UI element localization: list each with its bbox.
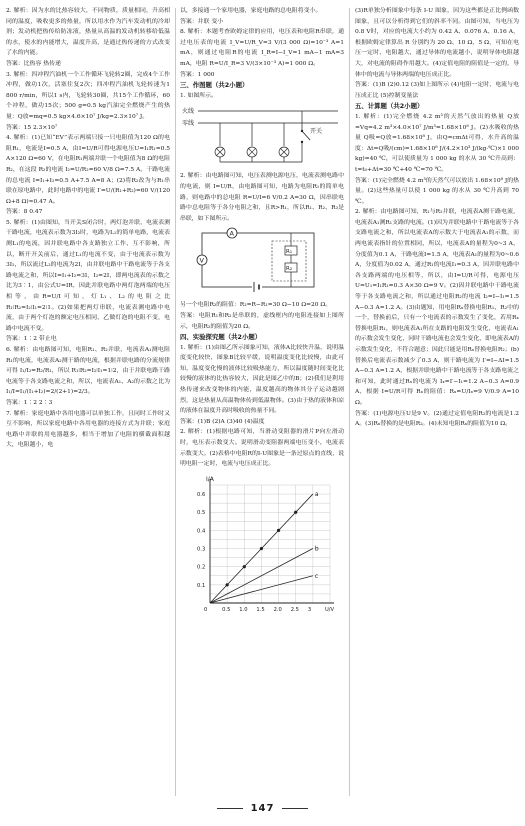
paragraph: 答案：并联 变小 [180, 18, 224, 25]
resistor-r2 [285, 263, 297, 272]
paragraph: 答案：(1)完全燃烧 4.2 m³的天然气可以放出 1.68×10⁸ J的热量。(2)这些热量可以使 1 000 kg 的水从 30 ℃升高到 70 ℃。 [355, 177, 519, 205]
iu-graph [180, 473, 340, 623]
data-point [260, 547, 263, 550]
figure [180, 473, 344, 623]
y-tick-label: 0.4 [197, 528, 206, 535]
paragraph: 另一个电阻R₂的阻值：R₂=R−R₁=30 Ω−10 Ω=20 Ω。 [180, 302, 332, 309]
column-divider [349, 8, 350, 796]
battery-symbol [252, 282, 262, 292]
figure [180, 227, 344, 297]
ammeter-label: A [229, 229, 234, 238]
series-label-a: a [314, 490, 319, 498]
column-left [6, 6, 170, 796]
section-heading: 五、计算题（共2小题） [355, 102, 424, 111]
paragraph: 以，多接通一个家用电器，家庭电路的总电阻将变小。 [180, 8, 322, 14]
voltmeter-symbol [197, 255, 207, 265]
paragraph: 1. 如图所示。 [180, 92, 217, 99]
y-tick-label: 0.5 [197, 510, 206, 517]
data-point [243, 565, 246, 568]
paragraph: 8. 解析：本题考查欧姆定律的应用，电压表和电阻R串联，通过电压表的电流 I_V=U/R_V=3 V/(3 000 Ω)=10⁻³ A=1 mA，则通过电阻R的电流 I_R=I−I_V=1 mA−1 mA=3 mA，电阻 R=U/I_R=3 V/(3×10⁻³ A)=1 000 Ω。 [180, 29, 344, 67]
x-tick-label: 3 [307, 606, 312, 613]
section-heading: 三、作图题（共2小题） [180, 81, 249, 90]
paragraph: 2. 解析：由电路图可知，R₁与R₂并联，电流表A测干路电流，电流表A₁测R₁支路的电流。(1)因为并联电路中干路电流等于各支路电流之和，所以电流表A的示数大于电流表A₁的示数，而两电流表指针的位置相同，所以，电流表A的量程为0~3 A，分度值为0.1 A，干路电流I=1.5 A，电流表A₁的量程为0~0.6 A，分度值为0.02 A，通过R₁的电流I₁=0.3 A，因并联电路中各支路两端的电压相等，所以，由I=U/R可得，电源电压 U=U₁=I₁R₁=0.3 A×30 Ω=9 V。(2)因并联电路中干路电流等于各支路电流之和，所以通过电阻R₂的电流 I₂=I−I₁=1.5 A−0.3 A=1.2 A。(3)由题知，用电阻Rₓ替换电阻R₁、R₂中的一个，替换前后，只有一个电流表的示数发生了变化，若用Rₓ替换电阻R₁，则电流表A₁所在支路的电阻发生变化，电流表A₁的示数会发生变化，同时干路电流也会发生变化，即电流表A的示数发生变化，不符合题意；因此只能是用Rₓ替换电阻R₂；(b)替换后电流表示数减少了0.3 A，则干路电流为 I′=I−ΔI=1.5 A−0.3 A=1.2 A，根据并联电路中干路电流等于各支路电流之和可知，此时通过Rₓ的电流为 Iₓ=I′−I₁=1.2 A−0.3 A=0.9 A，根据 I=U/R可得 Rₓ的阻值：Rₓ=U/Iₓ=9 V/0.9 A=10 Ω。 [355, 209, 519, 406]
paragraph: 答案：1 000 [180, 71, 215, 78]
y-tick-label: 0.1 [197, 582, 206, 589]
paragraph: 答案：(1)电源电压U是9 V。(2)通过定值电阻R₂的电流是1.2 A。(3)Rₓ替换的是电阻R₂。(4)未知电阻Rₓ的阻值为10 Ω。 [355, 410, 519, 428]
voltmeter-label: V [199, 256, 204, 265]
x-tick-label: 0 [204, 606, 208, 613]
resistor-r2-label: R₂ [286, 266, 293, 273]
paragraph: 答案：(1)B (2)0.12 (3)如上图所示 (4)电阻一定时，电流与电压成正比 (5)控制变量法 [355, 82, 519, 99]
x-tick-label: 2.0 [273, 606, 282, 613]
page-number: 147 [250, 803, 275, 814]
switch-label: 开关 [310, 128, 323, 136]
y-tick-label: 0.6 [197, 491, 206, 498]
live-wire-label: 火线 [182, 108, 195, 116]
resistor-r1 [285, 246, 297, 255]
column-right [355, 6, 519, 796]
paragraph: 2. 解析：因为水的比热容较大，不同物质，质量相同，升高相同的温度，吸收更多的热量，所以用水作为汽车发动机的冷却剂；发动机把热传给防冻液，热量从高温的发动机转移给低温的水，使水的内能增大，温度升高，是通过热传递的方式改变了水的内能。 [6, 8, 170, 57]
paragraph: 答案：15 2.3×10⁷ [6, 124, 58, 131]
lamp-symbol [247, 147, 257, 157]
data-point [226, 583, 229, 586]
lamp-symbol [215, 147, 225, 157]
footer-rule-right [282, 808, 308, 809]
paragraph: 1. 解析：(1)完全燃烧 4.2 m³的天然气放出的热量 Q放=Vq=4.2 m³×4.0×10⁷ J/m³=1.68×10⁸ J。(2)水吸收的热量 Q吸=Q放=1.68×10⁸ J，由Q=cmΔt可得，水升高的温度：Δt=Q吸/(cm)=1.68×10⁸ J/(4.2×10³ J/(kg·℃)×1 000 kg)=40 ℃，可以使质量为 1 000 kg 的水从 30 ℃升高到：t=t₀+Δt=30 ℃+40 ℃=70 ℃。 [355, 113, 519, 173]
figure [180, 104, 344, 168]
data-point [277, 529, 280, 532]
y-axis-label: I/A [206, 475, 214, 483]
neutral-wire-label: 零线 [182, 120, 195, 128]
paragraph: 答案：比热容 热传递 [6, 60, 61, 67]
lamp-symbol [279, 147, 289, 157]
column-divider [175, 8, 176, 796]
resistor-r1-label: R₁ [286, 249, 293, 256]
y-tick-label: 0.2 [197, 564, 206, 571]
paragraph: 2. 解析：(1)根据电路可知，当滑动变阻器的滑片P向左滑动时，电压表示数变大。说明滑动变阻器两端电压变小，电流表示数变大。(2)表格中电阻R的I-U图象是一条过原点的直线，说明电阻一定时，电流与电压成正比。 [180, 429, 344, 468]
x-tick-label: 2.5 [290, 606, 299, 613]
page-footer [0, 803, 525, 814]
x-tick-label: 1.0 [239, 606, 248, 613]
paragraph: 6. 解析：由电路图可知，电阻R₁、R₂并联，电流表A₁测电阻R₁的电流，电流表A₂测干路的电流，根据并联电路的分流规律可得 I₁/I₂=R₂/R₁，所以 R₁∶R₂=I₂∶I₁=1∶2，由于并联电路干路电流等于各支路电流之和，所以，电流表A₁、A₂的示数之比为 I₁/I=I₁/(I₁+I₂)=2/(2+1)=2/3。 [6, 347, 170, 396]
series-label-c: c [314, 572, 319, 580]
paragraph: 答案：(1)B (2)A (3)40 (4)温度 [180, 418, 265, 425]
paragraph: 答案：1∶2 2∶3 [6, 399, 53, 406]
footer-rule-left [217, 808, 243, 809]
paragraph: (3)R单独分析图象中每条 I-U 图象，因为这些都是正比例函数图象，且可以分析得到它们的斜率不同。由图可知，当电压为0.8 V时，对应的电流大小约为 0.42 A、0.076 A、0.16 A，根据欧姆定律算出 R 分别约为 20 Ω、10 Ω、5 Ω，可知在电压一定时，电阻越大，通过导体的电流越小，说明导体电阻越大，对电流的阻碍作用越大。(4)定值电阻的阻值是一定的，导体中的电流与导体两端的电压成正比。 [355, 8, 519, 78]
y-tick-label: 0.3 [197, 546, 206, 553]
x-tick-label: U/V [325, 606, 335, 613]
data-point [294, 510, 297, 513]
paragraph: 4. 解析：(1)已知“EV”表示两端只接一只电阻值为120 Ω的电阻R₁，电流是I=0.5 A，由I=U/R可得电源电压U=I₁R₁=0.5 A×120 Ω=60 V，在电阻R₁两端并联一个电阻值为8 Ω的电阻R₂，在这段 R₂的电流 I₂=U/R₂=60 V/8 Ω=7.5 A，干路电流的总电流 I=I₁+I₂=0.5 A+7.5 A=8 A；(2)将R₂改为与R₁串联在原电路中，此时电路中的电流 I′=U/(R₁+R₂)=60 V/(120 Ω+8 Ω)≈0.47 A。 [6, 135, 170, 205]
paragraph: 答案：电阻R₁和R₂是串联的，虚线框内的电阻连接如上图所示，电阻R₂的阻值为20 Ω。 [180, 312, 344, 330]
section-heading: 四、实验探究题（共2小题） [180, 333, 262, 342]
house-wiring-diagram [180, 104, 340, 168]
x-tick-label: 0.5 [222, 606, 231, 613]
paragraph: 7. 解析：家庭电路中各用电器可以单独工作，且同时工作时又互不影响，所以家庭电路中各用电器的连接方式为并联；家庭电路中并联的用电器越多，相当于增加了电阻的横截面积越大，电阻越小，电 [6, 410, 170, 449]
series-resistor-circuit [180, 227, 340, 297]
ammeter-symbol [227, 228, 237, 238]
column-middle [180, 6, 344, 796]
series-label-b: b [314, 545, 319, 553]
paragraph: 答案：8 0.47 [6, 209, 43, 216]
paragraph: 2. 解析：由电路图可知，电压表测电源电压，电流表测电路中的电流，则 I=U/R，由电路图可知，电路为电阻R₁的简单电路，则电路中的总电阻 R=U/I=6 V/0.2 A=30 Ω，因串联电路中总电阻等于各分电阻之和，且R>R₁，所以R₁、R₂、R₃是串联，如下图所示。 [180, 173, 344, 222]
paragraph: 答案：1∶2 带止电 [6, 336, 57, 343]
switch-symbol [301, 130, 310, 143]
paragraph: 5. 解析：(1)由图知，当开关S闭合时，两灯泡并联，电流表测干路电流，电流表示数为3I₂时，电路为L₁的简单电路，电流表测L₁的电流，因并联电路中各支路独立工作、互不影响，所以，断开开关前后，通过L₁的电流不变，由于电流表示数为3I₂，所以流过L₂的电流为2I，由并联电路中干路电流等于各支路电流之和，所以I=I₁+I₂=3I，I₂=2I，即两电流表的示数之比为3∶1，由公式U=IR，因此并联电路中两灯泡两端的电压相等，由R=U/I可知，灯L₁、L₂的电阻之比R₁∶R₂=I₂∶I₁=2∶1。(2)如果把两灯串联，电流表测电路中电流，由于两个灯泡的额定电压相同，乙做灯泡的电阻不变，电路中电流不变。 [6, 219, 170, 332]
paragraph: 1. 解析：(1)由图乙所示图象可知，液体A比较快升温，说明温度变化较快，图象B比较平缓，说明温度变化比较慢，由此可知，温度变化慢的液体比较吸热能力，所以温度随时间变化比较慢的液体的比热容较大，因此是图乙中的B；(2)我们是利用热传递来改变物体的内能，温度越高的物体其分子运动越剧烈，这是热量从高温物体传到低温物体。(3)由于热的液体和凉的液体在温度升高时吸收的热量不同。 [180, 344, 344, 415]
paragraph: 3. 解析：四冲程汽油机一个工作循环飞轮转2圈，完成4个工作冲程，做功1次，活塞往复2次；四冲程汽油机飞轮转速为1 800 r/min，所以1 s内，飞轮转30圈，共15个工作循环，60个冲程，做功15次；500 g=0.5 kg汽油完全燃烧产生的热量：Q放=mq=0.5 kg×4.6×10⁷ J/kg=2.3×10⁷ J。 [6, 71, 170, 120]
x-tick-label: 1.5 [256, 606, 265, 613]
